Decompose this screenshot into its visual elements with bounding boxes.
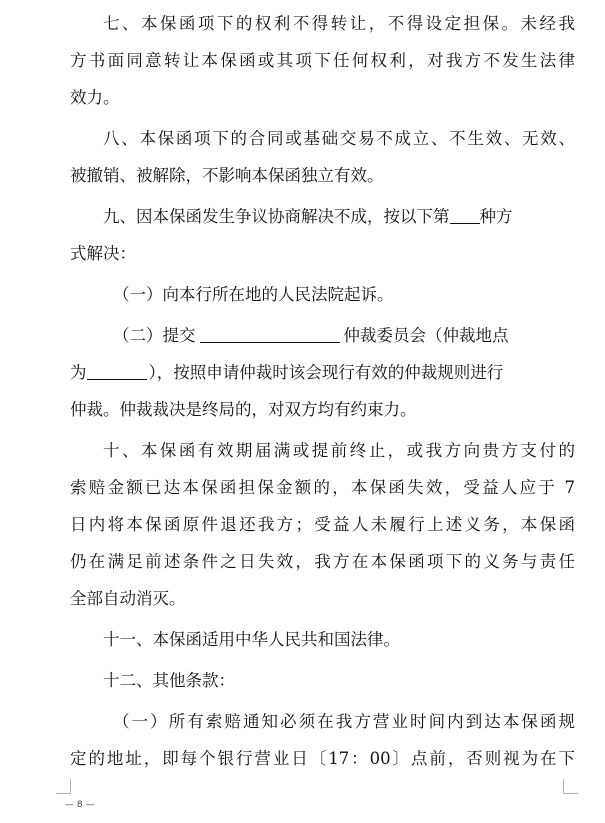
option-2-location-prefix: 为 <box>70 363 87 382</box>
clause-10-line-3: 日内将本保函原件退还我方；受益人未履行上述义务，本保函 <box>70 515 575 534</box>
clause-12-heading: 十二、其他条款： <box>103 671 235 690</box>
arbitration-commission-blank <box>200 324 340 343</box>
clause-9-text-before-blank: 九、因本保函发生争议协商解决不成，按以下第 <box>103 207 450 226</box>
clause-10-line-2: 索赔金额已达本保函担保金额的，本保函失效，受益人应于 7 <box>70 478 575 497</box>
page-corner-mark-left <box>56 779 71 794</box>
clause-9-option-2-line-1 <box>70 317 575 354</box>
clause-9-option-1: （一）向本行所在地的人民法院起诉。 <box>113 285 394 304</box>
clause-9-option-2-line-3: 仲裁。仲裁裁决是终局的，对双方均有约束力。 <box>70 400 417 419</box>
clause-10-line-4: 仍在满足前述条件之日失效，我方在本保函项下的义务与责任 <box>70 552 575 571</box>
option-2-rules-text: ），按照申请仲裁时该会现行有效的仲裁规则进行 <box>148 363 504 382</box>
clause-7-line-1: 七、本保函项下的权利不得转让，不得设定担保。未经我 <box>103 14 575 33</box>
clause-9-line-2: 式解决： <box>70 244 136 263</box>
clause-7-line-3: 效力。 <box>70 88 120 107</box>
option-2-commission-text: 仲裁委员会（仲裁地点 <box>343 326 509 345</box>
document-body <box>70 5 575 777</box>
clause-12-item-1-line-2: 定的地址，即每个银行营业日〔17：00〕点前，否则视为在下 <box>70 749 575 768</box>
clause-11-line-1: 十一、本保函适用中华人民共和国法律。 <box>103 630 400 649</box>
clause-7-line-2: 方书面同意转让本保函或其项下任何权利，对我方不发生法律 <box>70 51 575 70</box>
clause-10-line-1: 十、本保函有效期届满或提前终止，或我方向贵方支付的 <box>103 441 575 460</box>
clause-9-text-after-blank: 种方 <box>479 207 513 226</box>
clause-8-line-2: 被撤销、被解除，不影响本保函独立有效。 <box>70 166 384 185</box>
arbitration-location-blank <box>87 361 147 380</box>
clause-9-line-1 <box>70 198 575 235</box>
clause-10-line-5: 全部自动消灭。 <box>70 589 186 608</box>
option-2-submit-text: （二）提交 <box>113 326 196 345</box>
clause-8-line-1: 八、本保函项下的合同或基础交易不成立、不生效、无效、 <box>103 129 575 148</box>
clause-9-option-2-line-2 <box>70 354 575 391</box>
clause-12-item-1-line-1: （一）所有索赔通知必须在我方营业时间内到达本保函规 <box>113 712 575 731</box>
dispute-method-blank <box>450 205 480 224</box>
page-corner-mark-right <box>563 779 578 794</box>
page-number: — 8 — <box>65 800 95 810</box>
